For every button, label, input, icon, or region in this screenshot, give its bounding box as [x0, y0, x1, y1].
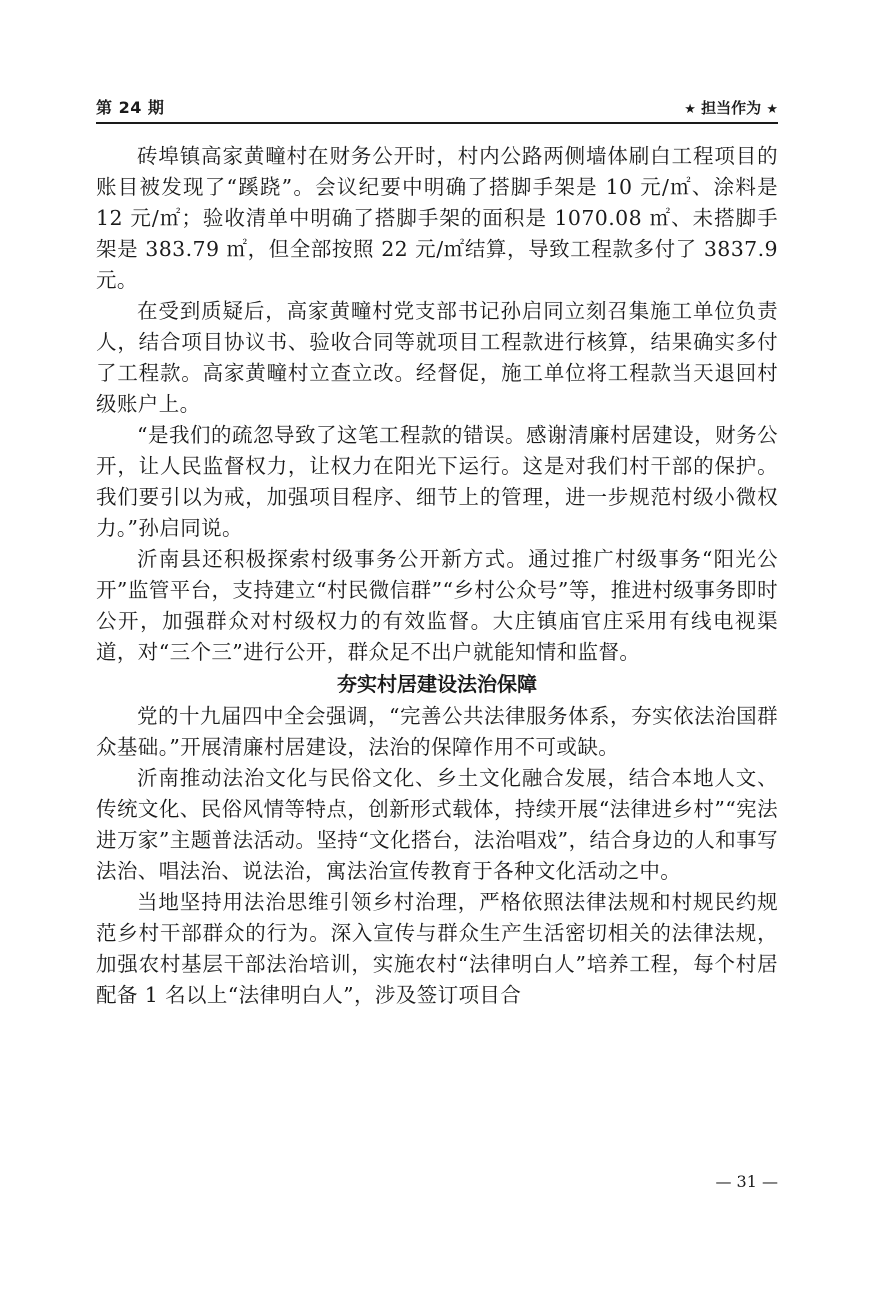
page-number: — 31 — — [715, 1172, 778, 1191]
body-paragraph: 党的十九届四中全会强调，“完善公共法律服务体系，夯实依法治国群众基础。”开展清廉村居建设，法治的保障作用不可或缺。 — [96, 704, 778, 759]
article-body — [96, 141, 778, 1011]
body-paragraph: “是我们的疏忽导致了这笔工程款的错误。感谢清廉村居建设，财务公开，让人民监督权力，让权力在阳光下运行。这是对我们村干部的保护。我们要引以为戒，加强项目程序、细节上的管理，进一步规范村级小微权力。”孙启同说。 — [96, 423, 778, 540]
body-paragraph: 砖埠镇高家黄疃村在财务公开时，村内公路两侧墙体刷白工程项目的账目被发现了“蹊跷”。会议纪要中明确了搭脚手架是 10 元/㎡、涂料是 12 元/㎡；验收清单中明确了搭脚手架的面积是 1070.08 ㎡、未搭脚手架是 383.79 ㎡，但全部按照 22 元/㎡结算，导致工程款多付了 3837.9 元。 — [96, 144, 778, 292]
body-paragraph: 在受到质疑后，高家黄疃村党支部书记孙启同立刻召集施工单位负责人，结合项目协议书、验收合同等就项目工程款进行核算，结果确实多付了工程款。高家黄疃村立查立改。经督促，施工单位将工程款当天退回村级账户上。 — [96, 299, 778, 416]
body-paragraph: 当地坚持用法治思维引领乡村治理，严格依照法律法规和村规民约规范乡村干部群众的行为。深入宣传与群众生产生活密切相关的法律法规，加强农村基层干部法治培训，实施农村“法律明白人”培养工程，每个村居配备 1 名以上“法律明白人”，涉及签订项目合 — [96, 890, 778, 1007]
column-title-text: 担当作为 — [701, 99, 762, 117]
body-paragraph: 沂南推动法治文化与民俗文化、乡土文化融合发展，结合本地人文、传统文化、民俗风情等特点，创新形式载体，持续开展“法律进乡村”“宪法进万家”主题普法活动。坚持“文化搭台，法治唱戏”，结合身边的人和事写法治、唱法治、说法治，寓法治宣传教育于各种文化活动之中。 — [96, 766, 778, 883]
column-title — [684, 98, 778, 120]
section-heading: 夯实村居建设法治保障 — [337, 672, 537, 696]
running-header — [96, 98, 778, 122]
body-paragraph: 沂南县还积极探索村级事务公开新方式。通过推广村级事务“阳光公开”监管平台，支持建立“村民微信群”“乡村公众号”等，推进村级事务即时公开，加强群众对村级权力的有效监督。大庄镇庙官庄采用有线电视渠道，对“三个三”进行公开，群众足不出户就能知情和监督。 — [96, 547, 778, 664]
issue-number: 第 24 期 — [96, 98, 165, 117]
star-icon: ★ — [684, 102, 696, 117]
header-divider — [96, 122, 778, 124]
star-icon: ★ — [766, 102, 778, 117]
